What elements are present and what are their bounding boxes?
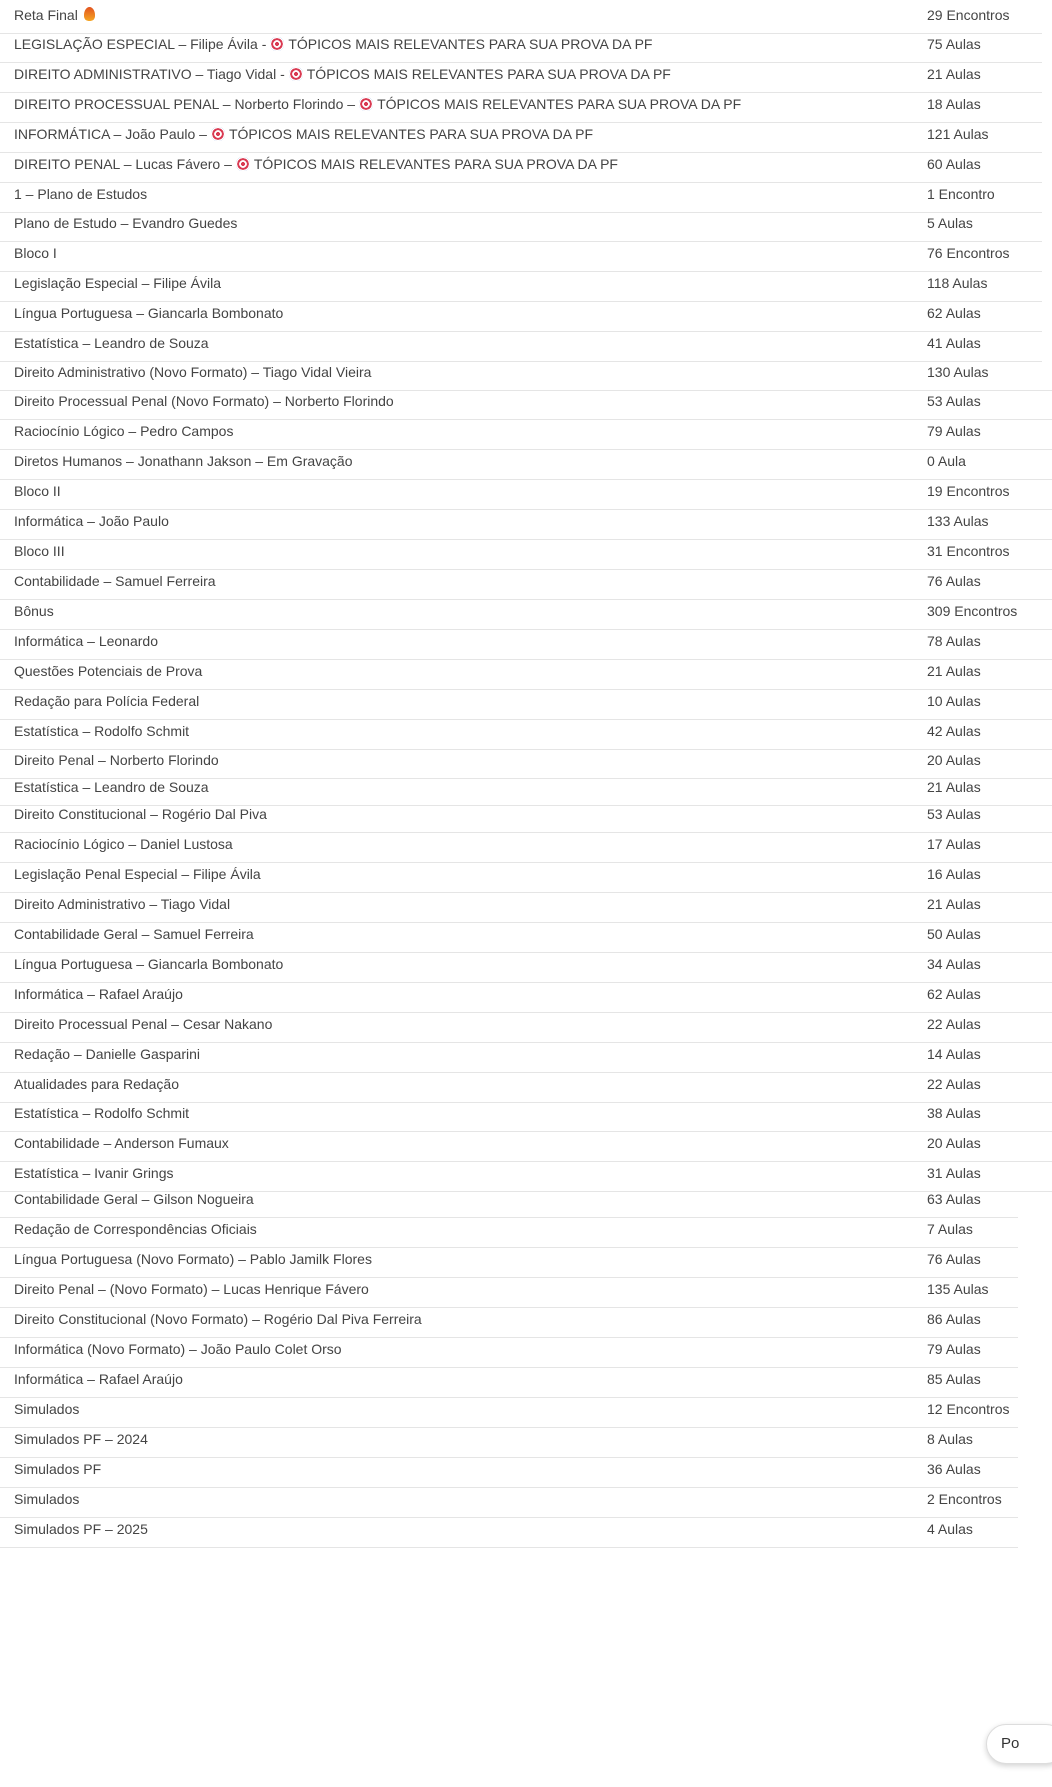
module-title bbox=[14, 1401, 79, 1417]
module-title bbox=[14, 305, 283, 321]
module-row[interactable] bbox=[0, 1334, 1018, 1368]
module-title bbox=[14, 1521, 148, 1537]
module-title bbox=[14, 1431, 148, 1447]
module-count: 118 Aulas bbox=[927, 275, 988, 291]
module-title-text: Estatística – Leandro de Souza bbox=[14, 779, 209, 795]
module-title bbox=[14, 806, 267, 822]
module-title-text: Estatística – Rodolfo Schmit bbox=[14, 1105, 190, 1121]
module-title-text: Bloco I bbox=[14, 245, 57, 261]
module-count: 7 Aulas bbox=[927, 1221, 973, 1237]
module-row[interactable] bbox=[0, 29, 1042, 63]
module-count: 76 Encontros bbox=[927, 245, 1010, 261]
module-count: 14 Aulas bbox=[927, 1046, 981, 1062]
module-title-suffix: TÓPICOS MAIS RELEVANTES PARA SUA PROVA DA PF bbox=[377, 96, 742, 112]
floating-button[interactable] bbox=[986, 1724, 1052, 1764]
module-row[interactable] bbox=[0, 566, 1052, 600]
module-row[interactable] bbox=[0, 1274, 1018, 1308]
module-row[interactable] bbox=[0, 238, 1042, 272]
module-title bbox=[14, 543, 65, 559]
module-count: 135 Aulas bbox=[927, 1281, 989, 1297]
module-title-text: Simulados bbox=[14, 1401, 80, 1417]
module-row[interactable] bbox=[0, 386, 1052, 420]
module-count: 53 Aulas bbox=[927, 806, 981, 822]
module-row[interactable] bbox=[0, 1484, 1018, 1518]
module-title-prefix: DIREITO PROCESSUAL PENAL – Norberto Florindo – bbox=[14, 96, 356, 112]
module-count: 20 Aulas bbox=[927, 752, 981, 768]
module-title bbox=[14, 779, 209, 795]
module-count: 60 Aulas bbox=[927, 156, 981, 172]
module-row[interactable] bbox=[0, 1424, 1018, 1458]
module-title-text: Informática – João Paulo bbox=[14, 513, 169, 529]
module-row[interactable] bbox=[0, 1009, 1052, 1043]
module-row[interactable] bbox=[0, 1184, 1018, 1218]
module-title-text: Raciocínio Lógico – Daniel Lustosa bbox=[14, 836, 233, 852]
module-title-text: Direito Constitucional (Novo Formato) – Rogério Dal Piva Ferreira bbox=[14, 1311, 422, 1327]
module-title-text: Contabilidade – Anderson Fumaux bbox=[14, 1135, 229, 1151]
module-title-text: Simulados PF – 2025 bbox=[14, 1521, 148, 1537]
module-title bbox=[14, 1046, 200, 1062]
module-title-text: Bloco II bbox=[14, 483, 61, 499]
module-count: 19 Encontros bbox=[927, 483, 1010, 499]
module-title bbox=[14, 393, 394, 409]
module-title-text: Estatística – Leandro de Souza bbox=[14, 335, 209, 351]
module-title-text: Direito Administrativo (Novo Formato) – Tiago Vidal Vieira bbox=[14, 364, 372, 380]
module-title bbox=[14, 513, 169, 529]
module-count: 63 Aulas bbox=[927, 1191, 981, 1207]
module-count: 133 Aulas bbox=[927, 513, 989, 529]
module-row[interactable] bbox=[0, 829, 1052, 863]
module-title bbox=[14, 956, 283, 972]
module-row[interactable] bbox=[0, 656, 1052, 690]
module-title bbox=[14, 1135, 229, 1151]
module-title-text: Informática – Rafael Araújo bbox=[14, 1371, 183, 1387]
module-count: 0 Aula bbox=[927, 453, 966, 469]
module-title bbox=[14, 1251, 372, 1267]
target-icon bbox=[211, 127, 225, 141]
module-title-text: Reta Final bbox=[14, 7, 78, 23]
module-title-text: Bônus bbox=[14, 603, 54, 619]
module-row[interactable] bbox=[0, 1244, 1018, 1278]
module-title bbox=[14, 866, 261, 882]
module-count: 16 Aulas bbox=[927, 866, 981, 882]
module-title bbox=[14, 836, 233, 852]
module-title-text: Estatística – Rodolfo Schmit bbox=[14, 723, 190, 739]
module-count: 29 Encontros bbox=[927, 7, 1010, 23]
floating-button-label: Po bbox=[1001, 1735, 1020, 1752]
module-count: 50 Aulas bbox=[927, 926, 981, 942]
module-title-text: Redação de Correspondências Oficiais bbox=[14, 1221, 257, 1237]
module-title-suffix: TÓPICOS MAIS RELEVANTES PARA SUA PROVA DA PF bbox=[253, 156, 618, 172]
module-row[interactable] bbox=[0, 1514, 1018, 1548]
module-title bbox=[14, 1165, 174, 1181]
module-title bbox=[14, 1491, 79, 1507]
module-title bbox=[14, 66, 671, 82]
module-title-text: Língua Portuguesa (Novo Formato) – Pablo Jamilk Flores bbox=[14, 1251, 372, 1267]
module-title bbox=[14, 1281, 369, 1297]
module-count: 21 Aulas bbox=[927, 663, 981, 679]
module-title-text: Direito Penal – (Novo Formato) – Lucas Henrique Fávero bbox=[14, 1281, 369, 1297]
module-count: 41 Aulas bbox=[927, 335, 981, 351]
module-title-text: Simulados PF – 2024 bbox=[14, 1431, 148, 1447]
module-row[interactable] bbox=[0, 1364, 1018, 1398]
module-count: 31 Aulas bbox=[927, 1165, 981, 1181]
module-title bbox=[14, 364, 371, 380]
module-count: 18 Aulas bbox=[927, 96, 981, 112]
module-count: 42 Aulas bbox=[927, 723, 981, 739]
module-title bbox=[14, 453, 353, 469]
module-row[interactable] bbox=[0, 799, 1052, 833]
module-title-suffix: TÓPICOS MAIS RELEVANTES PARA SUA PROVA DA PF bbox=[306, 66, 671, 82]
module-title bbox=[14, 245, 57, 261]
module-title bbox=[14, 1191, 254, 1207]
module-title bbox=[14, 603, 54, 619]
module-count: 78 Aulas bbox=[927, 633, 981, 649]
module-title-text: Legislação Penal Especial – Filipe Ávila bbox=[14, 866, 261, 882]
module-count: 76 Aulas bbox=[927, 1251, 981, 1267]
module-title-text: Redação – Danielle Gasparini bbox=[14, 1046, 200, 1062]
module-title-text: Direito Penal – Norberto Florindo bbox=[14, 752, 219, 768]
module-title bbox=[14, 215, 237, 231]
module-count: 22 Aulas bbox=[927, 1076, 981, 1092]
module-row[interactable] bbox=[0, 859, 1052, 893]
module-title-text: Contabilidade Geral – Samuel Ferreira bbox=[14, 926, 254, 942]
module-count: 76 Aulas bbox=[927, 573, 981, 589]
module-row[interactable] bbox=[0, 89, 1042, 123]
module-title bbox=[14, 483, 61, 499]
module-row[interactable] bbox=[0, 979, 1052, 1013]
module-title bbox=[14, 1016, 272, 1032]
module-count: 38 Aulas bbox=[927, 1105, 981, 1121]
module-title bbox=[14, 275, 221, 291]
module-title-text: Questões Potenciais de Prova bbox=[14, 663, 203, 679]
module-row[interactable] bbox=[0, 1304, 1018, 1338]
module-count: 36 Aulas bbox=[927, 1461, 981, 1477]
module-title bbox=[14, 423, 233, 439]
module-title-text: Simulados bbox=[14, 1491, 80, 1507]
module-row[interactable] bbox=[0, 119, 1042, 153]
module-title-text: Bloco III bbox=[14, 543, 65, 559]
module-title bbox=[14, 1311, 422, 1327]
module-row[interactable] bbox=[0, 1098, 1052, 1132]
module-title-text: Contabilidade – Samuel Ferreira bbox=[14, 573, 216, 589]
module-title bbox=[14, 186, 147, 202]
module-count: 8 Aulas bbox=[927, 1431, 973, 1447]
module-row[interactable] bbox=[0, 536, 1052, 570]
module-count: 79 Aulas bbox=[927, 1341, 981, 1357]
target-icon bbox=[289, 67, 303, 81]
module-title-text: Diretos Humanos – Jonathann Jakson – Em Gravação bbox=[14, 453, 353, 469]
module-row[interactable] bbox=[0, 919, 1052, 953]
module-row[interactable] bbox=[0, 149, 1042, 183]
module-count: 130 Aulas bbox=[927, 364, 989, 380]
module-title-text: Direito Constitucional – Rogério Dal Piva bbox=[14, 806, 267, 822]
module-row[interactable] bbox=[0, 949, 1052, 983]
module-count: 1 Encontro bbox=[927, 186, 995, 202]
module-title-text: Legislação Especial – Filipe Ávila bbox=[14, 275, 221, 291]
module-row[interactable] bbox=[0, 59, 1042, 93]
module-title bbox=[14, 986, 183, 1002]
module-title bbox=[14, 156, 618, 172]
module-count: 62 Aulas bbox=[927, 305, 981, 321]
module-title bbox=[14, 126, 593, 142]
module-title bbox=[14, 926, 254, 942]
target-icon bbox=[236, 157, 250, 171]
module-title bbox=[14, 1076, 179, 1092]
module-title-text: 1 – Plano de Estudos bbox=[14, 186, 148, 202]
module-title bbox=[14, 1105, 189, 1121]
module-title-text: Língua Portuguesa – Giancarla Bombonato bbox=[14, 305, 284, 321]
module-count: 12 Encontros bbox=[927, 1401, 1010, 1417]
fire-icon bbox=[84, 7, 95, 21]
module-title-prefix: DIREITO ADMINISTRATIVO – Tiago Vidal - bbox=[14, 66, 285, 82]
module-count: 31 Encontros bbox=[927, 543, 1010, 559]
module-title-text: Informática – Leonardo bbox=[14, 633, 158, 649]
module-row[interactable] bbox=[0, 208, 1042, 242]
module-count: 21 Aulas bbox=[927, 779, 981, 795]
module-row[interactable] bbox=[0, 506, 1052, 540]
module-count: 86 Aulas bbox=[927, 1311, 981, 1327]
module-title-text: Língua Portuguesa – Giancarla Bombonato bbox=[14, 956, 284, 972]
module-title-text: Simulados PF bbox=[14, 1461, 102, 1477]
module-row[interactable] bbox=[0, 1039, 1052, 1073]
module-row[interactable] bbox=[0, 626, 1052, 660]
module-count: 62 Aulas bbox=[927, 986, 981, 1002]
module-row[interactable] bbox=[0, 298, 1042, 332]
module-title bbox=[14, 36, 652, 52]
module-title-text: Contabilidade Geral – Gilson Nogueira bbox=[14, 1191, 254, 1207]
module-title-text: Redação para Polícia Federal bbox=[14, 693, 200, 709]
module-row[interactable] bbox=[0, 1214, 1018, 1248]
module-row[interactable] bbox=[0, 476, 1052, 510]
module-title-suffix: TÓPICOS MAIS RELEVANTES PARA SUA PROVA DA PF bbox=[288, 36, 653, 52]
module-title-text: Informática (Novo Formato) – João Paulo Colet Orso bbox=[14, 1341, 342, 1357]
module-row[interactable] bbox=[0, 1454, 1018, 1488]
module-title-text: Raciocínio Lógico – Pedro Campos bbox=[14, 423, 234, 439]
module-count: 22 Aulas bbox=[927, 1016, 981, 1032]
module-title bbox=[14, 573, 216, 589]
module-row[interactable] bbox=[0, 416, 1052, 450]
module-title-prefix: DIREITO PENAL – Lucas Fávero – bbox=[14, 156, 232, 172]
module-count: 21 Aulas bbox=[927, 896, 981, 912]
module-count: 85 Aulas bbox=[927, 1371, 981, 1387]
module-title-text: Plano de Estudo – Evandro Guedes bbox=[14, 215, 238, 231]
module-count: 121 Aulas bbox=[927, 126, 989, 142]
module-title bbox=[14, 1371, 183, 1387]
module-row[interactable] bbox=[0, 1128, 1052, 1162]
module-row[interactable] bbox=[0, 446, 1052, 480]
module-count: 34 Aulas bbox=[927, 956, 981, 972]
module-title bbox=[14, 752, 219, 768]
module-count: 20 Aulas bbox=[927, 1135, 981, 1151]
module-title-text: Estatística – Ivanir Grings bbox=[14, 1165, 174, 1181]
module-count: 79 Aulas bbox=[927, 423, 981, 439]
module-count: 4 Aulas bbox=[927, 1521, 973, 1537]
module-title-prefix: INFORMÁTICA – João Paulo – bbox=[14, 126, 207, 142]
module-row[interactable] bbox=[0, 889, 1052, 923]
module-title-prefix: LEGISLAÇÃO ESPECIAL – Filipe Ávila - bbox=[14, 36, 267, 52]
module-title bbox=[14, 896, 230, 912]
module-title bbox=[14, 693, 199, 709]
module-count: 2 Encontros bbox=[927, 1491, 1002, 1507]
module-title bbox=[14, 633, 158, 649]
target-icon bbox=[359, 97, 373, 111]
module-count: 309 Encontros bbox=[927, 603, 1018, 619]
module-row[interactable] bbox=[0, 268, 1042, 302]
module-title bbox=[14, 7, 95, 23]
module-title-text: Atualidades para Redação bbox=[14, 1076, 180, 1092]
module-title bbox=[14, 723, 189, 739]
module-title bbox=[14, 96, 741, 112]
module-count: 10 Aulas bbox=[927, 693, 981, 709]
module-title bbox=[14, 1221, 257, 1237]
module-title-text: Informática – Rafael Araújo bbox=[14, 986, 183, 1002]
module-title-text: Direito Administrativo – Tiago Vidal bbox=[14, 896, 231, 912]
module-title bbox=[14, 1341, 342, 1357]
module-count: 53 Aulas bbox=[927, 393, 981, 409]
module-row[interactable] bbox=[0, 1394, 1018, 1428]
module-row[interactable] bbox=[0, 686, 1052, 720]
module-count: 21 Aulas bbox=[927, 66, 981, 82]
module-title bbox=[14, 1461, 101, 1477]
module-title bbox=[14, 663, 202, 679]
module-count: 75 Aulas bbox=[927, 36, 981, 52]
module-count: 17 Aulas bbox=[927, 836, 981, 852]
module-row[interactable] bbox=[0, 596, 1052, 630]
module-title-text: Direito Processual Penal (Novo Formato) – Norberto Florindo bbox=[14, 393, 394, 409]
target-icon bbox=[270, 37, 284, 51]
module-title-suffix: TÓPICOS MAIS RELEVANTES PARA SUA PROVA DA PF bbox=[228, 126, 594, 142]
module-count: 5 Aulas bbox=[927, 215, 973, 231]
module-title bbox=[14, 335, 209, 351]
module-title-text: Direito Processual Penal – Cesar Nakano bbox=[14, 1016, 273, 1032]
